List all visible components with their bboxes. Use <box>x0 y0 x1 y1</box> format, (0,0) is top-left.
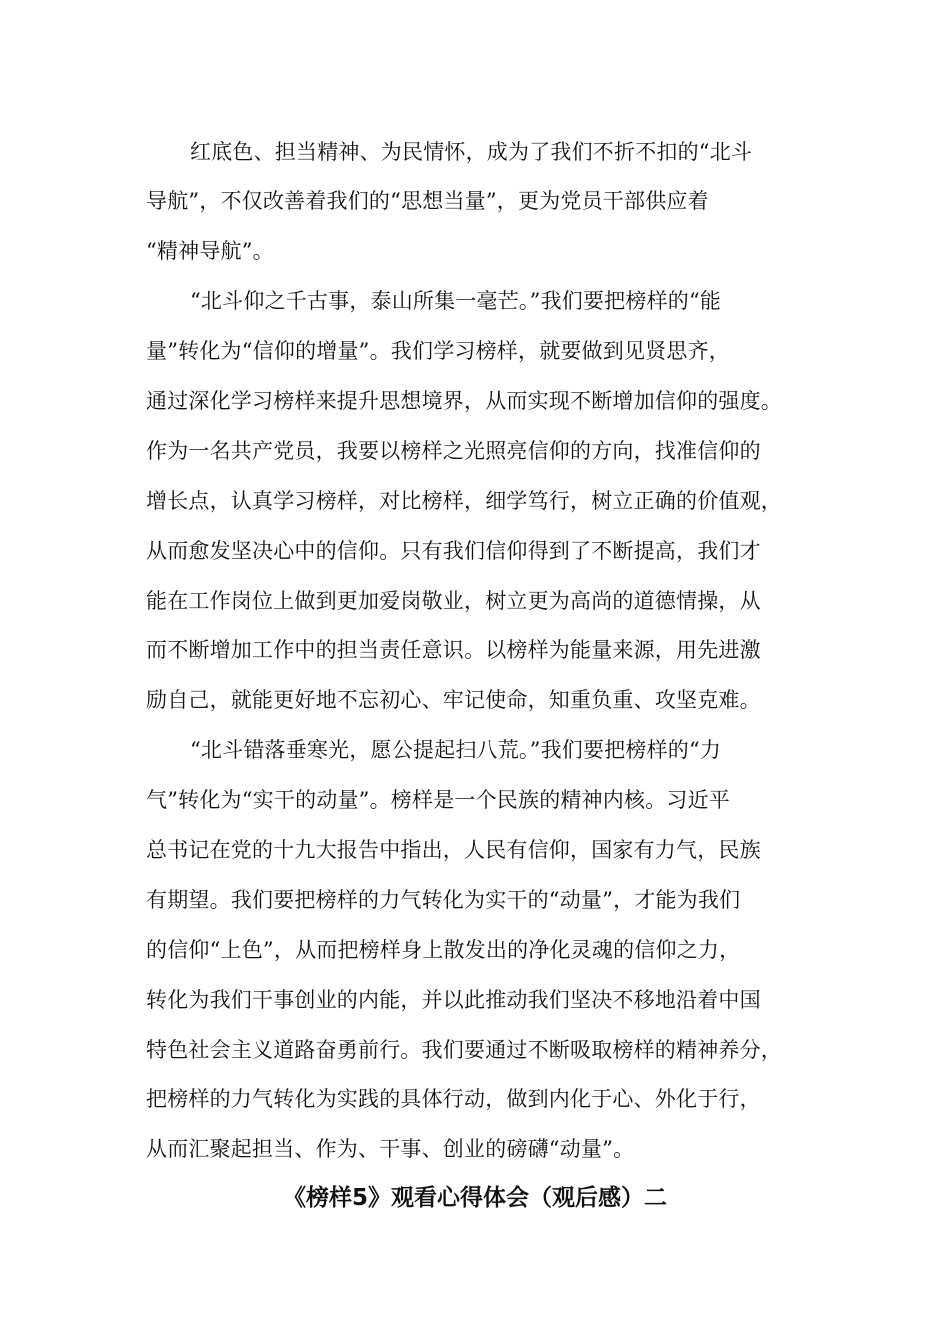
paragraph-2-line-8: 而不断增加工作中的担当责任意识。以榜样为能量来源，用先进激 <box>146 638 761 662</box>
paragraph-2-line-5: 增长点，认真学习榜样，对比榜样，细学笃行，树立正确的价值观， <box>146 489 782 513</box>
paragraph-2-line-1: “北斗仰之千古事，泰山所集一毫芒。”我们要把榜样的“能 <box>190 289 722 313</box>
paragraph-3-line-7: 特色社会主义道路奋勇前行。我们要通过不断吸取榜样的精神养分， <box>146 1038 782 1062</box>
paragraph-3-line-1: “北斗错落垂寒光，愿公提起扫八荒。”我们要把榜样的“力 <box>190 738 722 762</box>
paragraph-3-line-5: 的信仰“上色”，从而把榜样身上散发出的净化灵魂的信仰之力， <box>146 938 741 962</box>
paragraph-2-line-2: 量”转化为“信仰的增量”。我们学习榜样，就要做到见贤思齐， <box>146 339 731 363</box>
paragraph-2-line-9: 励自己，就能更好地不忘初心、牢记使命，知重负重、攻坚克难。 <box>146 688 761 712</box>
paragraph-3-line-4: 有期望。我们要把榜样的力气转化为实干的“动量”，才能为我们 <box>146 888 741 912</box>
paragraph-3-line-8: 把榜样的力气转化为实践的具体行动，做到内化于心、外化于行， <box>146 1087 761 1111</box>
section-heading: 《榜样5》观看心得体会（观后感）二 <box>282 1185 667 1211</box>
paragraph-2-line-6: 从而愈发坚决心中的信仰。只有我们信仰得到了不断提高，我们才 <box>146 539 761 563</box>
paragraph-1-line-3: “精神导航”。 <box>146 239 274 263</box>
paragraph-2-line-7: 能在工作岗位上做到更加爱岗敬业，树立更为高尚的道德情操，从 <box>146 589 761 613</box>
paragraph-3-line-9: 从而汇聚起担当、作为、干事、创业的磅礴“动量”。 <box>146 1137 635 1161</box>
paragraph-1-line-1: 红底色、担当精神、为民情怀，成为了我们不折不扣的“北斗 <box>190 140 753 164</box>
paragraph-2-line-4: 作为一名共产党员，我要以榜样之光照亮信仰的方向，找准信仰的 <box>146 439 761 463</box>
paragraph-1-line-2: 导航”，不仅改善着我们的“思想当量”，更为党员干部供应着 <box>146 189 709 213</box>
paragraph-3-line-2: 气”转化为“实干的动量”。榜样是一个民族的精神内核。习近平 <box>146 788 731 812</box>
paragraph-3-line-3: 总书记在党的十九大报告中指出，人民有信仰，国家有力气，民族 <box>146 838 761 862</box>
paragraph-3-line-6: 转化为我们干事创业的内能，并以此推动我们坚决不移地沿着中国 <box>146 988 761 1012</box>
paragraph-2-line-3: 通过深化学习榜样来提升思想境界，从而实现不断增加信仰的强度。 <box>146 389 782 413</box>
